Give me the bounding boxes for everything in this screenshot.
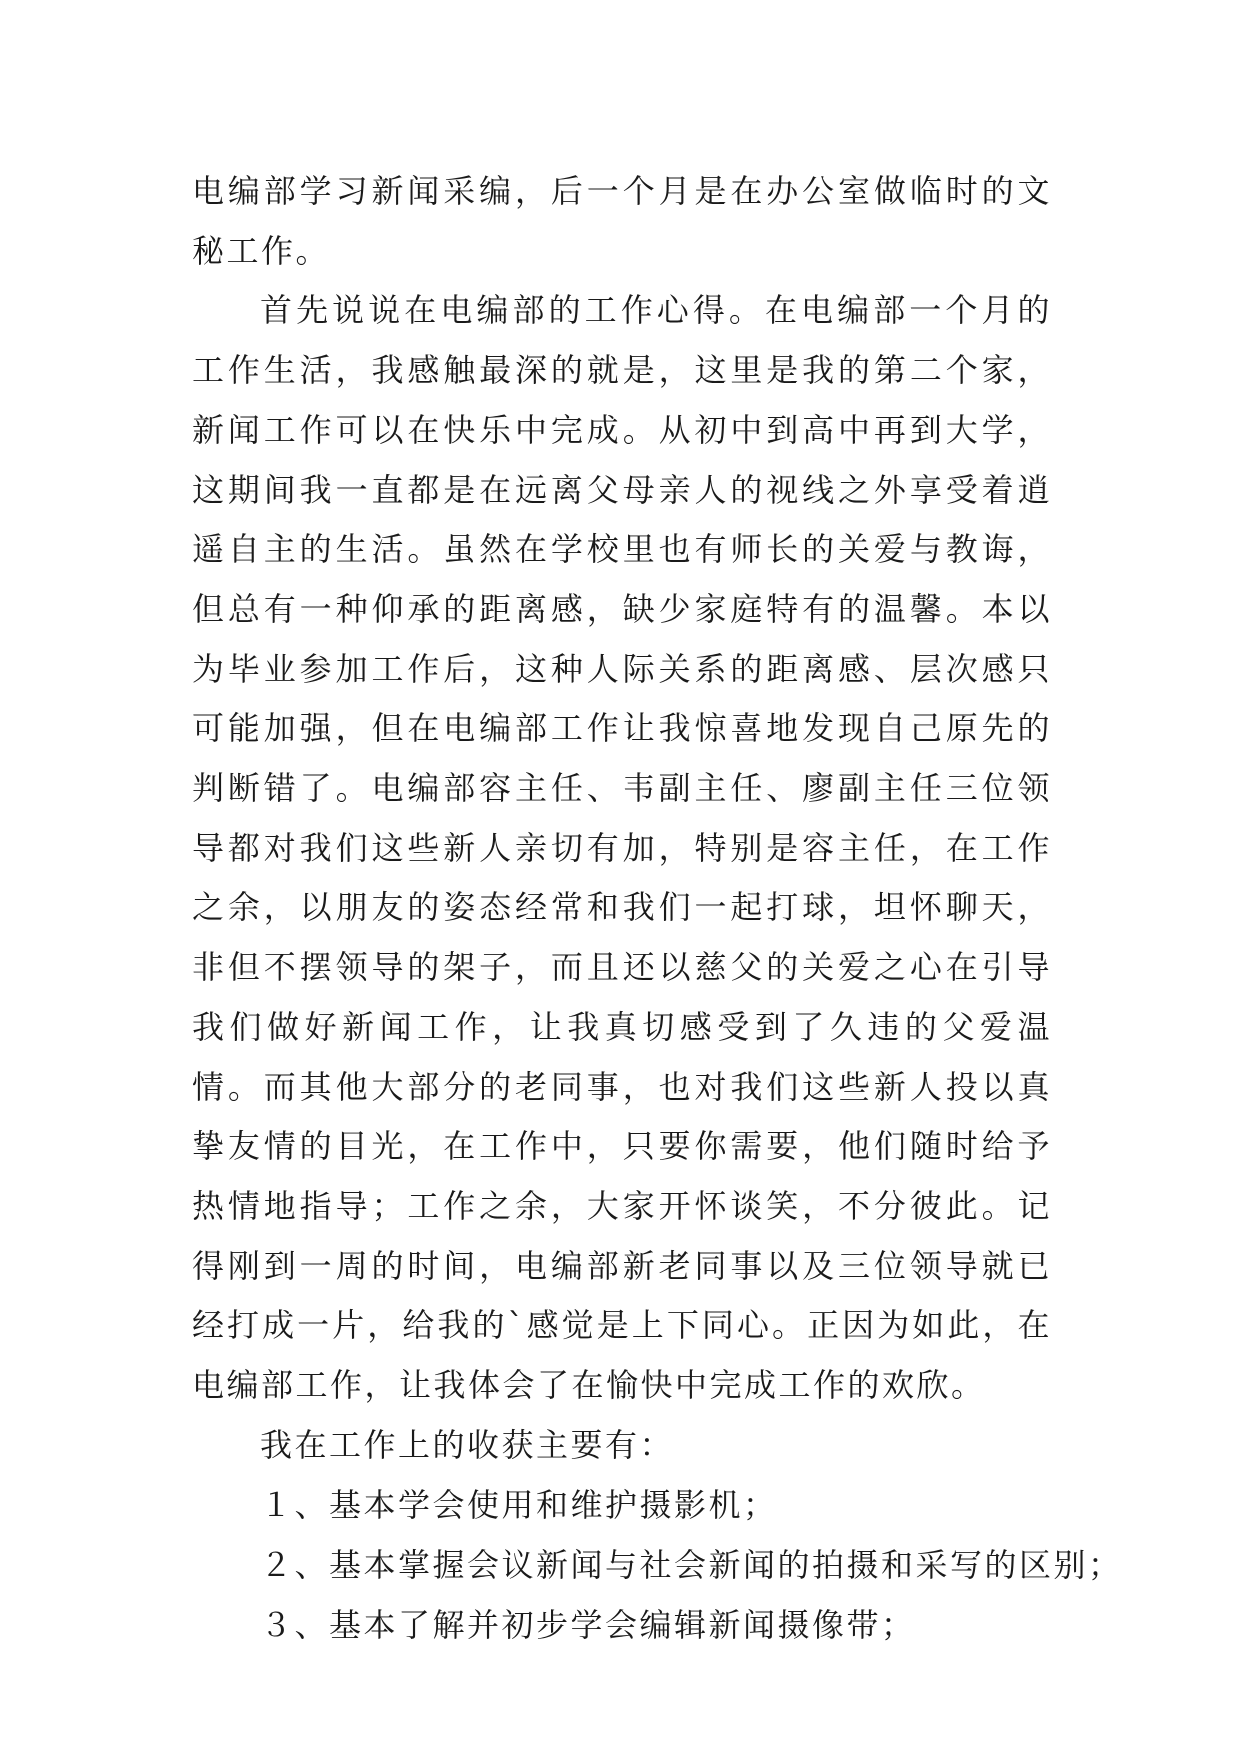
paragraph-gains-intro: 我在工作上的收获主要有： (260, 1425, 675, 1464)
document-body (192, 162, 1123, 1655)
list-item-3: ３、基本了解并初步学会编辑新闻摄像带； (260, 1606, 916, 1645)
paragraph-continuation: 电编部学习新闻采编，后一个月是在办公室做临时的文秘工作。 (192, 172, 1052, 270)
paragraph-work-experience: 首先说说在电编部的工作心得。在电编部一个月的工作生活，我感触最深的就是，这里是我的第二个家，新闻工作可以在快乐中完成。从初中到高中再到大学，这期间我一直都是在远离父母亲人的视线之外享受着逍遥自主的生活。虽然在学校里也有师长的关爱与教诲，但总有一种仰承的距离感，缺少家庭特有的温馨。本以为毕业参加工作后，这种人际关系的距离感、层次感只可能加强，但在电编部工作让我惊喜地发现自己原先的判断错了。电编部容主任、韦副主任、廖副主任三位领导都对我们这些新人亲切有加，特别是容主任，在工作之余，以朋友的姿态经常和我们一起打球，坦怀聊天，非但不摆领导的架子，而且还以慈父的关爱之心在引导我们做好新闻工作，让我真切感受到了久违的父爱温情。而其他大部分的老同事，也对我们这些新人投以真挚友情的目光，在工作中，只要你需要，他们随时给予热情地指导；工作之余，大家开怀谈笑，不分彼此。记得刚到一周的时间，电编部新老同事以及三位领导就已经打成一片，给我的`感觉是上下同心。正因为如此，在电编部工作，让我体会了在愉快中完成工作的欢欣。 (192, 291, 1052, 1405)
list-item-1: １、基本学会使用和维护摄影机； (260, 1486, 778, 1525)
list-item-2: ２、基本掌握会议新闻与社会新闻的拍摄和采写的区别； (260, 1546, 1123, 1585)
